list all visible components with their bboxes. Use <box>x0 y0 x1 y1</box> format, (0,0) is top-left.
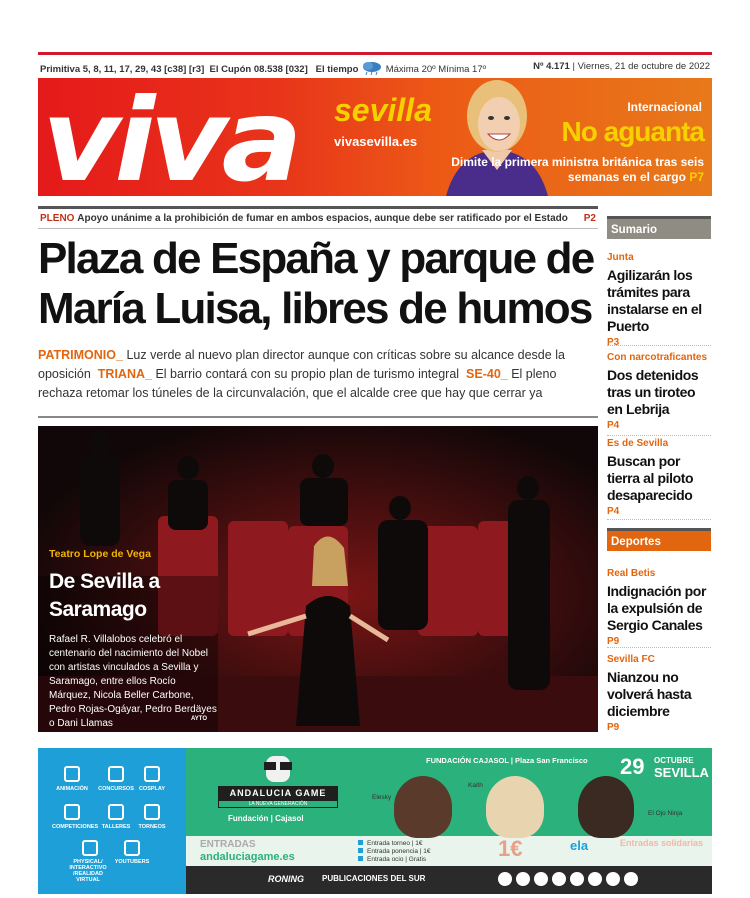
rain-cloud-icon <box>361 61 383 75</box>
sidebar-item-kicker: Es de Sevilla <box>607 438 669 449</box>
ad-activity-label: CONCURSOS <box>98 786 134 792</box>
social-icon[interactable] <box>552 872 566 886</box>
sub-headlines: PATRIMONIO_ Luz verde al nuevo plan director aunque con críticas sobre su alcance desde la oposición TRIANA_ El barrio contará con su propio plan de turismo integral SE-40_ El pleno rechaza retomar los túneles de la circunvalación, que el alcalde cree que hay que cerrar ya <box>38 348 565 400</box>
ad-activity-label: YOUTUBERS <box>114 859 150 865</box>
divider <box>38 416 598 418</box>
social-icon[interactable] <box>570 872 584 886</box>
ad-brand-sub: LA NUEVA GENERACIÓN <box>218 800 338 808</box>
issue-date: Viernes, 21 de octubre de 2022 <box>577 61 710 72</box>
social-icon[interactable] <box>624 872 638 886</box>
ad-activity-label: ANIMACIÓN <box>56 786 88 792</box>
sports-item-kicker: Real Betis <box>607 568 656 579</box>
ad-activity-label: TORNEOS <box>138 824 166 830</box>
ad-name: El Ojo Ninja <box>648 810 683 817</box>
photo-title[interactable]: De Sevilla a Saramago <box>49 570 160 621</box>
intl-headline[interactable]: No aguanta <box>561 116 704 147</box>
sports-item-page: P9 <box>607 636 620 647</box>
sumario-header: Sumario <box>607 216 711 239</box>
elesky-avatar <box>394 776 452 838</box>
pleno-strip <box>38 206 598 229</box>
sidebar-item-page: P4 <box>607 420 620 431</box>
ticket-price: 1€ <box>498 836 523 861</box>
sidebar-item-title[interactable]: Dos detenidos tras un tiroteo en Lebrija <box>607 367 699 417</box>
solidarity-tickets: Entradas solidarias <box>620 838 704 848</box>
ticket-row: Entrada ocio | Gratis <box>358 856 426 863</box>
weather-label: El tiempo <box>315 64 359 75</box>
ad-city: SEVILLA <box>654 765 709 780</box>
youtube-play-icon <box>124 840 140 856</box>
animation-icon <box>64 766 80 782</box>
sidebar-item-page: P3 <box>607 337 620 348</box>
sidebar-item[interactable] <box>607 438 711 520</box>
contest-icon <box>108 766 124 782</box>
social-icon[interactable] <box>516 872 530 886</box>
sub2-text: El barrio contará con su propio plan de turismo integral <box>155 367 460 381</box>
website-link[interactable]: vivasevilla.es <box>334 134 418 149</box>
pleno-text: Apoyo unánime a la prohibición de fumar en ambos espacios, aunque debe ser ratificado por el Estado <box>77 213 568 224</box>
sidebar-item[interactable] <box>607 252 711 346</box>
photo-kicker: Teatro Lope de Vega <box>49 548 151 560</box>
intl-sub-text: Dimite la primera ministra británica tras seis semanas en el cargo <box>451 155 704 184</box>
sports-item-title[interactable]: Nianzou no volverá hasta diciembre <box>607 669 692 719</box>
sub1-text: Luz verde al nuevo plan director aunque con críticas sobre su alcance desde la oposición <box>38 348 565 381</box>
tournament-icon <box>144 804 160 820</box>
sub2-kicker: TRIANA <box>97 367 145 381</box>
sidebar-item-kicker: Con narcotraficantes <box>607 352 708 363</box>
social-icon[interactable] <box>588 872 602 886</box>
ad-name: Kaith <box>468 782 483 789</box>
cosplay-icon <box>144 766 160 782</box>
lottery-results: Primitiva 5, 8, 11, 17, 29, 43 [c38] [r3] <box>40 64 205 75</box>
sub1-kicker: PATRIMONIO <box>38 348 117 362</box>
kaith-avatar <box>486 776 544 838</box>
ad-activity-label: PHYSICAL/ INTERACTIVO /REALIDAD VIRTUAL <box>69 859 107 883</box>
sidebar-item-page: P4 <box>607 506 620 517</box>
social-icon[interactable] <box>534 872 548 886</box>
sports-item-title[interactable]: Indignación por la expulsión de Sergio Canales <box>607 583 706 633</box>
deportes-header: Deportes <box>607 528 711 551</box>
intl-subheadline <box>444 155 704 185</box>
sponsor-roning: RONING <box>268 874 304 884</box>
ad-footer-bar <box>186 866 712 894</box>
ad-activities-panel <box>38 748 186 894</box>
top-info-right: Nº 4.171 | Viernes, 21 de octubre de 2022 <box>533 61 710 72</box>
weather-temps: Máxima 20º Mínima 17º <box>385 64 487 75</box>
intl-kicker: Internacional <box>627 100 702 114</box>
sports-item[interactable] <box>607 654 711 734</box>
issue-number: Nº 4.171 <box>533 61 570 72</box>
ad-brand: ANDALUCIA GAME <box>218 786 338 800</box>
top-info-bar <box>38 52 712 78</box>
sponsor-publicaciones: PUBLICACIONES DEL SUR <box>322 874 426 883</box>
sidebar-item[interactable] <box>607 352 711 436</box>
ad-activity-label: COSPLAY <box>138 786 166 792</box>
viva-logo[interactable]: viva <box>42 78 297 196</box>
masthead <box>38 78 712 196</box>
el-ojo-ninja-avatar <box>578 776 634 838</box>
sports-item[interactable] <box>607 568 711 648</box>
sports-item-kicker: Sevilla FC <box>607 654 655 665</box>
ad-month: OCTUBRE <box>654 756 694 765</box>
photo-caption: Rafael R. Villalobos celebró el centenario del nacimiento del Nobel con artistas vinculados a Sevilla y Saramago, entre ellos Rocío Márquez, Nicola Beller Carbone, Pedro Rojas-Ogáyar, Pedro Berdäyes o Dani Llamas <box>49 634 217 729</box>
social-icon[interactable] <box>498 872 512 886</box>
intl-page: P7 <box>689 170 704 184</box>
ticket-row: Entrada ponencia | 1€ <box>358 848 431 855</box>
ad-day: 29 <box>620 754 645 779</box>
workshop-gear-icon <box>108 804 124 820</box>
city-name: sevilla <box>334 92 432 128</box>
mascot-glasses-icon <box>260 754 296 784</box>
tickets-header: ENTRADAS <box>200 839 256 850</box>
vr-glasses-icon <box>82 840 98 856</box>
sidebar-item-title[interactable]: Buscan por tierra al piloto desaparecido <box>607 453 694 503</box>
sub3-text: El pleno rechaza retomar los túneles de la circunvalación, que el alcalde cree que hay que cerrar ya <box>38 367 557 400</box>
andalucia-game-ad[interactable] <box>38 748 712 894</box>
top-info-left <box>40 61 486 75</box>
sidebar-item-kicker: Junta <box>607 252 634 263</box>
pleno-page: P2 <box>583 213 596 224</box>
competition-icon <box>64 804 80 820</box>
ticket-row: Entrada torneo | 1€ <box>358 840 423 847</box>
ad-activity-label: TALLERES <box>101 824 131 830</box>
ela-logo: ela <box>570 838 589 853</box>
social-icon[interactable] <box>606 872 620 886</box>
ad-sponsor-cajasol: Fundación | Cajasol <box>228 814 304 823</box>
ad-name: Elesky <box>372 794 392 801</box>
photo-credit: AYTO <box>191 716 208 722</box>
sidebar-item-title[interactable]: Agilizarán los trámites para instalarse en el Puerto <box>607 267 702 334</box>
pleno-kicker: PLENO <box>40 213 75 224</box>
sports-item-page: P9 <box>607 722 620 733</box>
ad-activity-label: COMPETICIONES <box>52 824 99 830</box>
cupon-results: El Cupón 08.538 [032] <box>209 64 308 75</box>
main-headline[interactable]: Plaza de España y parque de María Luisa, libres de humos <box>38 234 594 333</box>
ad-website[interactable]: andaluciagame.es <box>200 851 295 863</box>
ad-venue: FUNDACIÓN CAJASOL | Plaza San Francisco <box>426 756 588 765</box>
sub3-kicker: SE-40 <box>466 367 501 381</box>
